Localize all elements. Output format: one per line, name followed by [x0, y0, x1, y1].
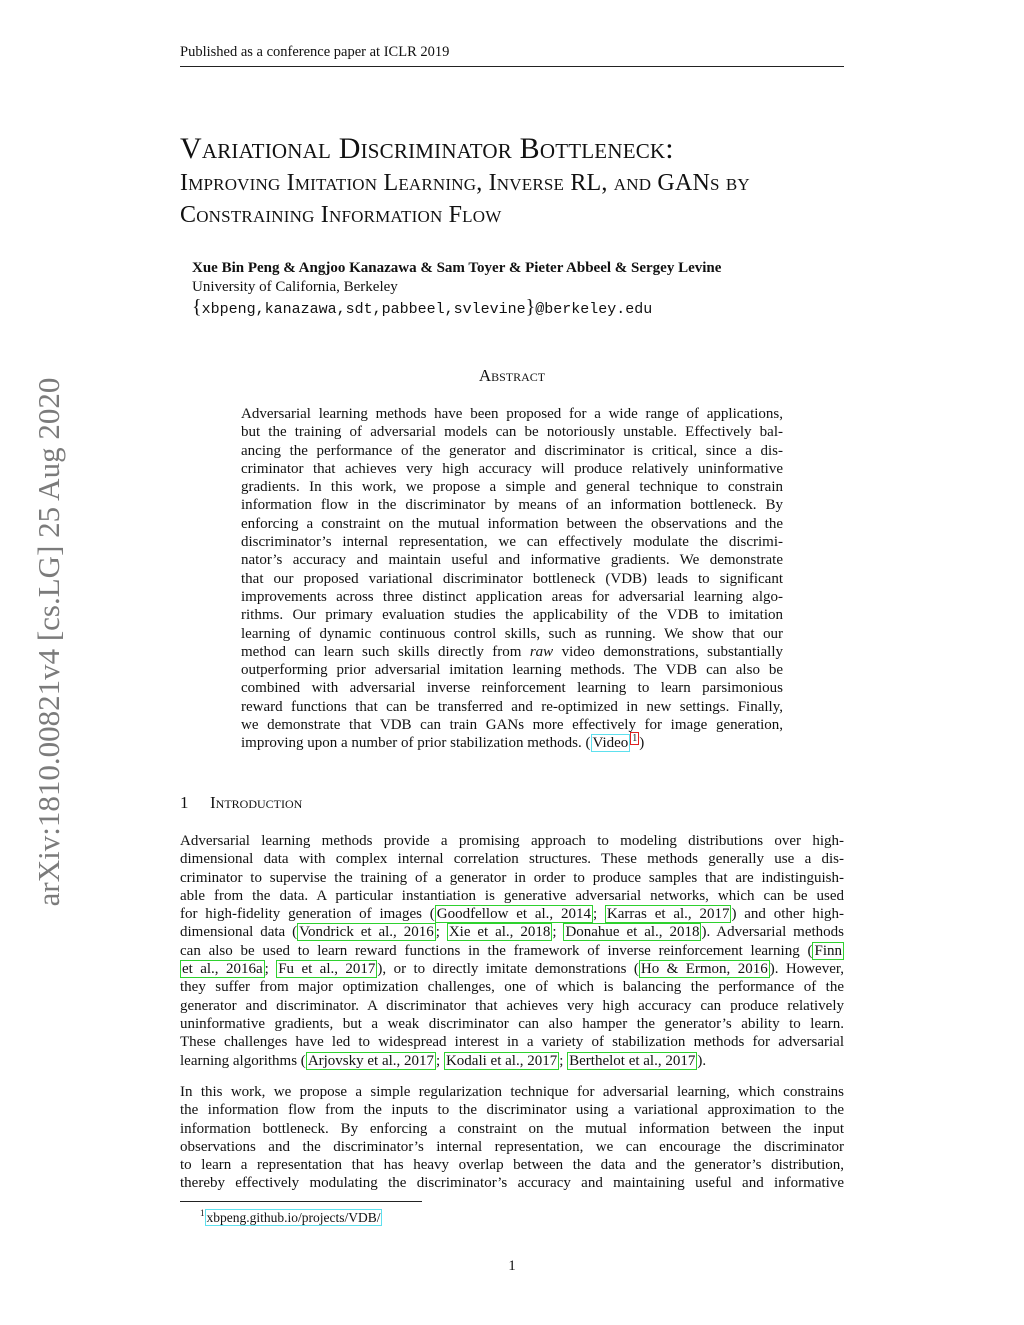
affiliation: University of California, Berkeley — [192, 279, 398, 295]
footnote-rule — [180, 1201, 422, 1202]
citation-arjovsky[interactable]: Arjovsky et al., 2017 — [307, 1052, 435, 1069]
body-line: Adversarial learning methods provide a promising approach to modeling distributions over high- — [180, 833, 844, 849]
body-line: generator and discriminator. A discriminator that achieves very high accuracy can produce relatively — [180, 997, 844, 1014]
body-line: thereby effectively modulating the discriminator’s accuracy and maintaining useful and informative — [180, 1175, 844, 1192]
abstract-line: discriminator’s internal representation, we can effectively modulate the discrimi- — [241, 534, 783, 551]
citation-xie[interactable]: Xie et al., 2018 — [448, 924, 551, 941]
intro-paragraph-1 — [180, 832, 844, 1070]
emphasis-raw: raw — [529, 643, 554, 660]
body-line: can also be used to learn reward functions in the framework of inverse reinforcement learning ( Finn — [180, 942, 842, 959]
abstract-line: reward functions that can be transferred and re-optimized in new settings. Finally, — [241, 698, 783, 715]
citation-donahue[interactable]: Donahue et al., 2018 — [565, 924, 700, 941]
paper-title-line-2: Improving Imitation Learning, Inverse RL, and GANs by — [180, 170, 750, 196]
citation-finn-cont[interactable]: et al., 2016a — [182, 961, 263, 978]
abstract-line: rithms. Our primary evaluation studies the applicability of the VDB to imitation — [241, 607, 783, 624]
abstract-line: enforcing a constraint on the mutual information between the observations and the — [241, 515, 783, 532]
section-heading-introduction — [180, 793, 302, 813]
body-line: to learn a representation that has heavy overlap between the data and the generator’s distribution, — [180, 1157, 844, 1174]
body-line: et al., 2016a ; Fu et al., 2017 ), or to directly imitate demonstrations ( Ho & Ermon, 2016 ). However, — [182, 961, 844, 978]
running-header: Published as a conference paper at ICLR 2019 — [180, 44, 450, 60]
body-line: These challenges have led to widespread interest in a variety of stabilization methods for adversarial — [180, 1034, 844, 1051]
author-emails: {xbpeng,kanazawa,sdt,pabbeel,svlevine}@berkeley.edu — [192, 296, 653, 318]
paper-title-line-1: Variational Discriminator Bottleneck: — [180, 132, 674, 165]
body-line: learning algorithms ( Arjovsky et al., 2017 ; Kodali et al., 2017 ; Berthelot et al., 2017 ). — [180, 1052, 707, 1069]
footnote — [200, 1208, 382, 1226]
citation-berthelot[interactable]: Berthelot et al., 2017 — [569, 1052, 696, 1069]
paper-title-line-3: Constraining Information Flow — [180, 202, 502, 228]
body-line: information bottleneck. By enforcing a constraint on the mutual information between the input — [180, 1120, 844, 1137]
citation-fu[interactable]: Fu et al., 2017 — [278, 961, 376, 978]
footnote-ref-link[interactable]: 1 — [632, 733, 638, 745]
body-line: uninformative gradients, but a weak discriminator can also hamper the generator’s ability to learn. — [180, 1015, 844, 1032]
abstract-line: learning of dynamic continuous control skills, such as running. We show that our — [241, 625, 783, 642]
abstract-line: information flow in the discriminator by means of an information bottleneck. By — [241, 497, 783, 514]
citation-ho-ermon[interactable]: Ho & Ermon, 2016 — [640, 961, 768, 978]
abstract-line: criminator that achieves very high accuracy will produce relatively uninformative — [241, 460, 783, 477]
abstract-line: Adversarial learning methods have been proposed for a wide range of applications, — [241, 406, 783, 422]
abstract-line: combined with adversarial inverse reinforcement learning to learn parsimonious — [241, 680, 783, 697]
abstract-line: gradients. In this work, we propose a simple and general technique to constrain — [241, 479, 783, 496]
abstract-heading: Abstract — [478, 366, 546, 385]
body-line: able from the data. A particular instantiation is generative adversarial networks, which can be used — [180, 887, 844, 904]
abstract-line: ancing the performance of the generator and discriminator is critical, since a dis- — [241, 442, 783, 459]
body-line: they suffer from major optimization challenges, one of which is balancing the performance of the — [180, 979, 844, 996]
email-domain: @berkeley.edu — [535, 301, 653, 318]
email-handles: xbpeng,kanazawa,sdt,pabbeel,svlevine — [201, 301, 526, 318]
abstract-line: nator’s accuracy and maintain useful and informative gradients. We demonstrate — [241, 552, 783, 569]
abstract-line: outperforming prior adversarial imitation learning methods. The VDB can also be — [241, 662, 783, 679]
abstract-line: that our proposed variational discriminator bottleneck (VDB) leads to significant — [241, 570, 783, 587]
footnote-mark: 1 — [200, 1208, 205, 1218]
abstract-line: improvements across three distinct application areas for adversarial learning algo- — [241, 588, 783, 605]
author-list: Xue Bin Peng & Angjoo Kanazawa & Sam Toyer & Pieter Abbeel & Sergey Levine — [192, 260, 722, 276]
section-title: Introduction — [210, 793, 303, 812]
body-line: observations and the discriminator’s internal representation, we can encourage the discriminator — [180, 1138, 844, 1155]
abstract-line: method can learn such skills directly from raw video demonstrations, substantially — [241, 643, 783, 660]
citation-goodfellow[interactable]: Goodfellow et al., 2014 — [436, 906, 591, 923]
citation-karras[interactable]: Karras et al., 2017 — [606, 906, 730, 923]
video-link[interactable]: Video — [592, 735, 629, 752]
intro-paragraph-2 — [180, 1083, 844, 1193]
body-line: In this work, we propose a simple regularization technique for adversarial learning, which constrains — [180, 1084, 844, 1100]
header-rule — [180, 66, 844, 67]
page-number: 1 — [508, 1258, 516, 1274]
citation-kodali[interactable]: Kodali et al., 2017 — [445, 1052, 558, 1069]
abstract-line: but the training of adversarial models can be notoriously unstable. Effectively bal- — [241, 424, 783, 441]
project-url-link[interactable]: xbpeng.github.io/projects/VDB/ — [206, 1209, 381, 1225]
body-line: criminator to supervise the training of a generator in order to produce samples that are indistinguish- — [180, 869, 844, 886]
abstract-line: we demonstrate that VDB can train GANs more effectively for image generation, — [241, 717, 783, 734]
section-number: 1 — [180, 793, 189, 812]
abstract-body — [241, 405, 783, 753]
citation-finn[interactable]: Finn — [814, 942, 842, 959]
body-line: dimensional data with complex internal correlation structures. These methods generally use a dis- — [180, 851, 844, 868]
body-line: the information flow from the inputs to the discriminator using a variational approximation to the — [180, 1102, 844, 1119]
body-line: for high-fidelity generation of images ( Goodfellow et al., 2014 ; Karras et al., 2017 ) and other high- — [180, 906, 844, 923]
abstract-line: improving upon a number of prior stabilization methods. ( Video $^1$ ) — [241, 733, 645, 752]
body-line: dimensional data ( Vondrick et al., 2016 ; Xie et al., 2018 ; Donahue et al., 2018 ). Adversarial methods — [180, 924, 845, 941]
citation-vondrick[interactable]: Vondrick et al., 2016 — [299, 924, 434, 941]
arxiv-stamp: arXiv:1810.00821v4 [cs.LG] 25 Aug 2020 — [31, 377, 66, 907]
